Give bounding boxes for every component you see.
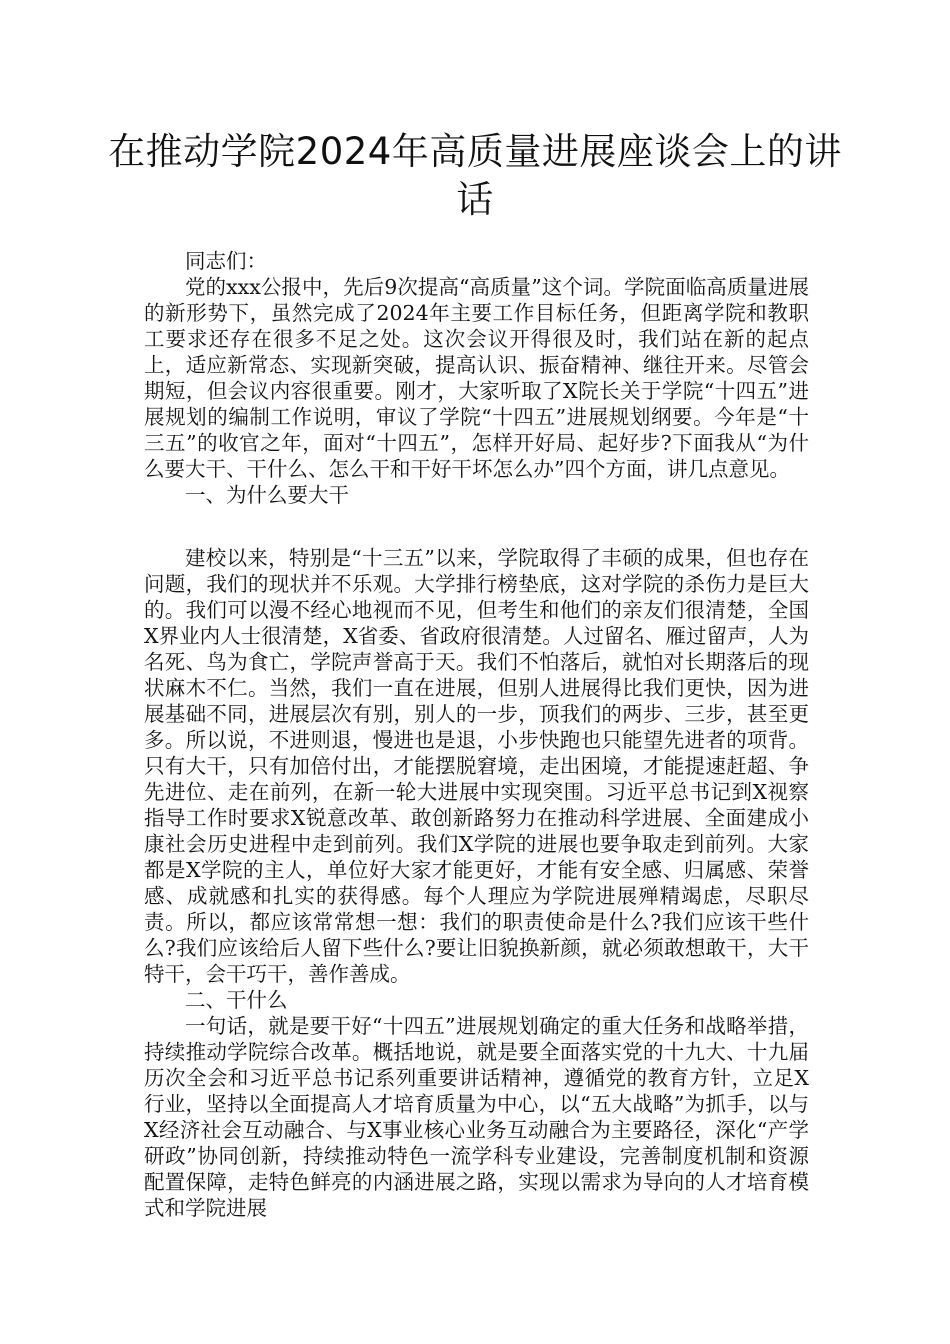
section-heading-2: 二、干什么 xyxy=(185,988,288,1012)
section2-paragraph: 一句话，就是要干好“十四五”进展规划确定的重大任务和战略举措，持续推动学院综合改革。概括地说，就是要全面落实党的十九大、十九届历次全会和习近平总书记系列重要讲话精神，遵循党的教育方针，立足X行业，坚持以全面提高人才培育质量为中心，以“五大战略”为抓手，以与X经济社会互动融合、与X事业核心业务互动融合为主要路径，深化“产学研政”协同创新，持续推动特色一流学科专业建设，完善制度机制和资源配置保障，走特色鲜亮的内涵进展之路，实现以需求为导向的人才培育模式和学院进展 xyxy=(144,1014,809,1220)
section1-paragraph: 建校以来，特别是“十三五”以来，学院取得了丰硕的成果，但也存在问题，我们的现状并不乐观。大学排行榜垫底，这对学院的杀伤力是巨大的。我们可以漫不经心地视而不见，但考生和他们的亲友们很清楚，全国X界业内人士很清楚，X省委、省政府很清楚。人过留名、雁过留声，人为名死、鸟为食亡，学院声誉高于天。我们不怕落后，就怕对长期落后的现状麻木不仁。当然，我们一直在进展，但别人进展得比我们更快，因为进展基础不同，进展层次有别，别人的一步，顶我们的两步、三步，甚至更多。所以说，不进则退，慢进也是退，小步快跑也只能望先进者的项背。只有大干，只有加倍付出，才能摆脱窘境，走出困境，才能提速赶超、争先进位、走在前列，在新一轮大进展中实现突围。习近平总书记到X视察指导工作时要求X锐意改革、敢创新路努力在推动科学进展、全面建成小康社会历史进程中走到前列。我们X学院的进展也要争取走到前列。大家都是X学院的主人，单位好大家才能更好，才能有安全感、归属感、荣誉感、成就感和扎实的获得感。每个人理应为学院进展殚精竭虑，尽职尽责。所以，都应该常常想一想：我们的职责使命是什么?我们应该干些什么?我们应该给后人留下些什么?要让旧貌换新颜，就必须敢想敢干，大干特干，会干巧干，善作善成。 xyxy=(144,546,809,986)
document-body xyxy=(144,248,809,508)
salutation: 同志们： xyxy=(185,249,267,273)
document-title: 在推动学院2024年高质量进展座谈会上的讲话 xyxy=(108,130,842,221)
section-heading-1: 一、为什么要大干 xyxy=(185,483,349,507)
document-body-continued xyxy=(144,545,809,1221)
intro-paragraph: 党的xxx公报中，先后9次提高“高质量”这个词。学院面临高质量进展的新形势下，虽然完成了2024年主要工作目标任务，但距离学院和教职工要求还存在很多不足之处。这次会议开得很及时，我们站在新的起点上，适应新常态、实现新突破，提高认识、振奋精神、继往开来。尽管会期短，但会议内容很重要。刚才，大家听取了X院长关于学院“十四五”进展规划的编制工作说明，审议了学院“十四五”进展规划纲要。今年是“十三五”的收官之年，面对“十四五”，怎样开好局、起好步?下面我从“为什么要大干、干什么、怎么干和干好干坏怎么办”四个方面，讲几点意见。 xyxy=(144,275,809,481)
